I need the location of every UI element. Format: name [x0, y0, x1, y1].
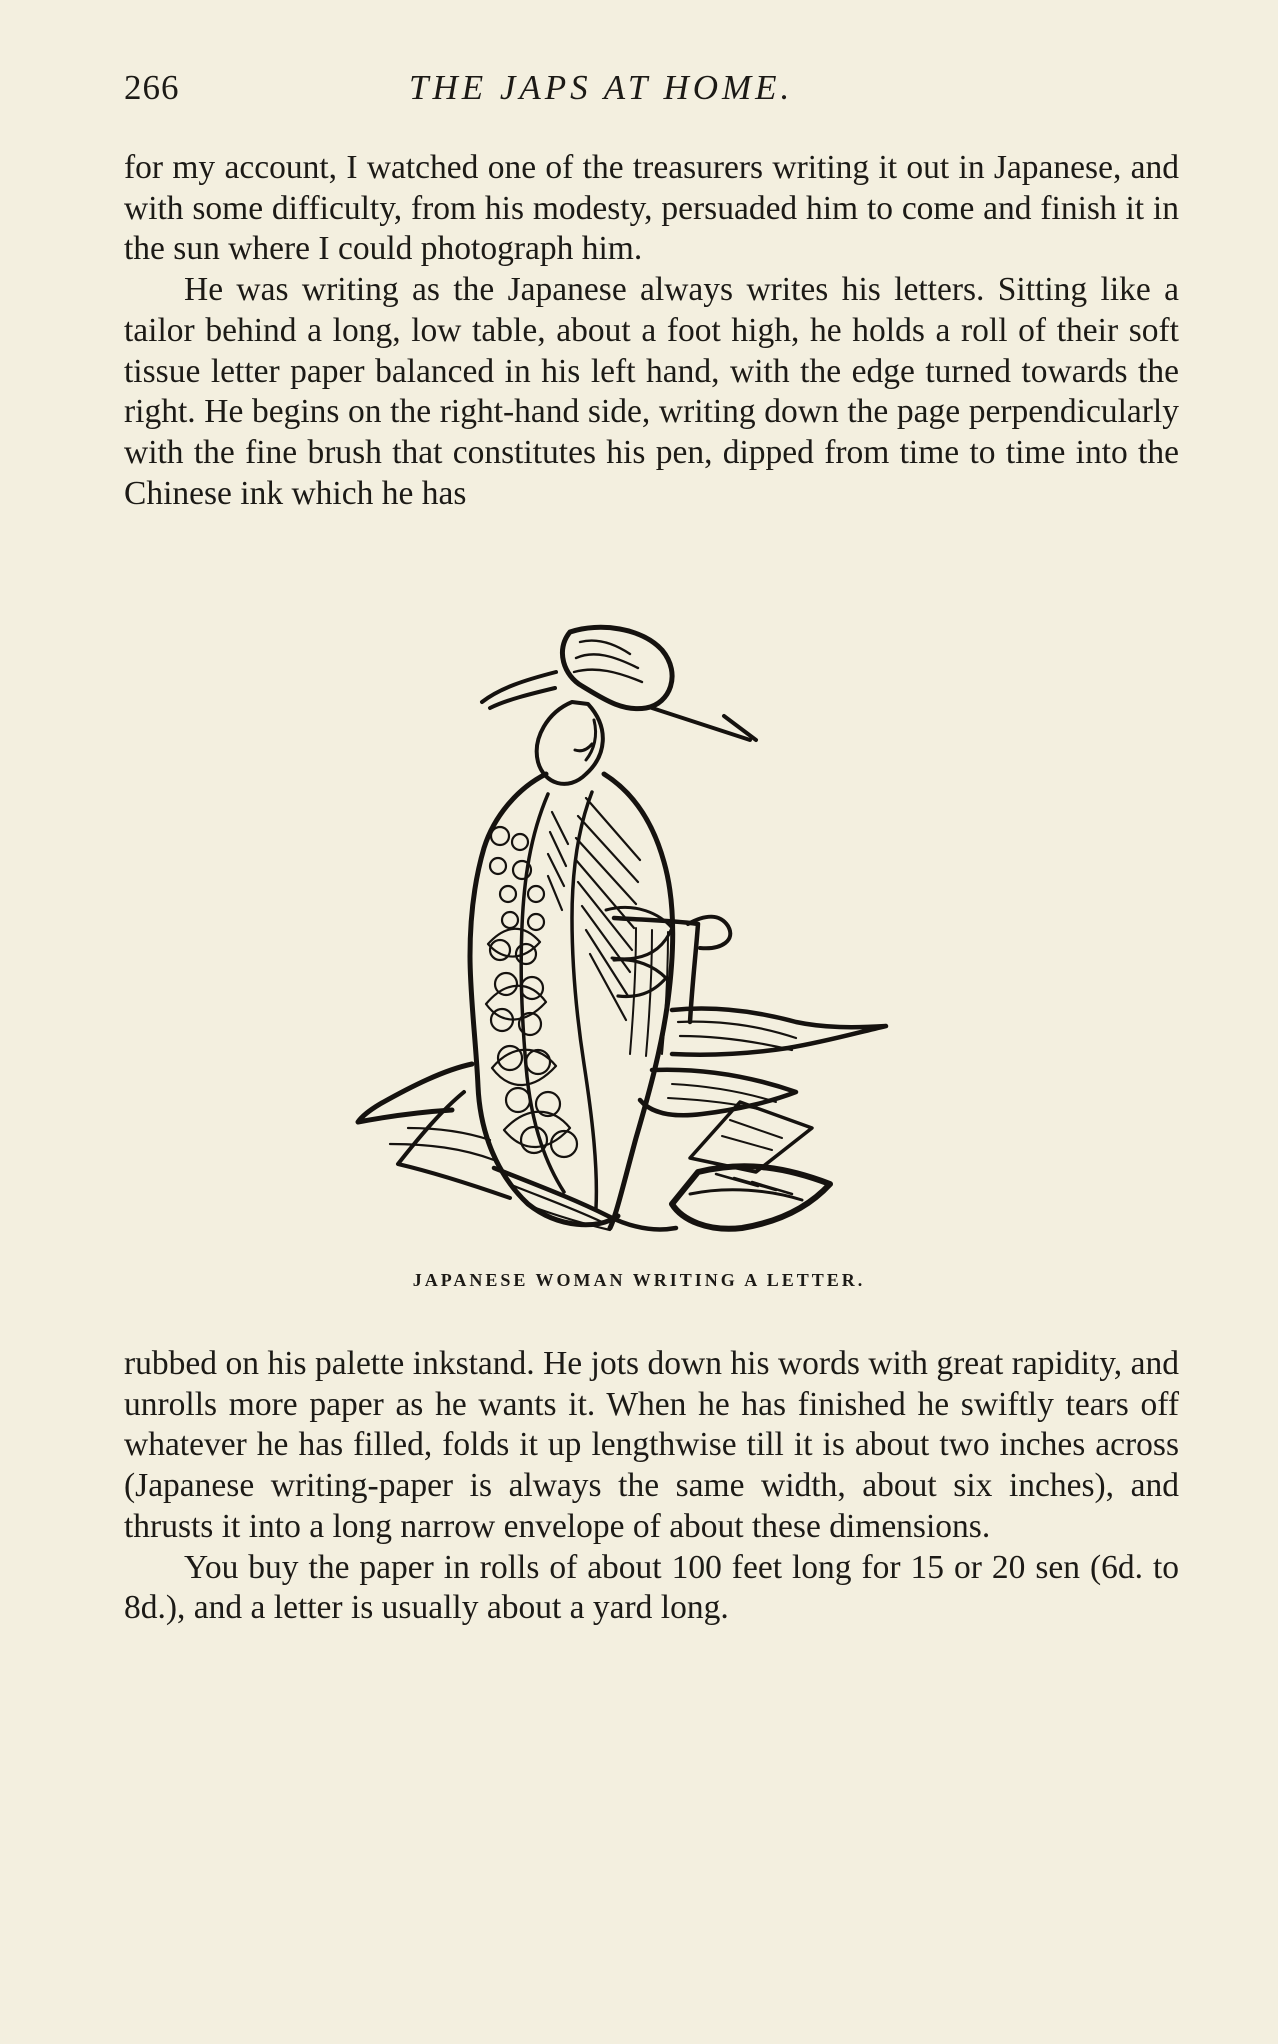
- page-number: 266: [124, 68, 180, 107]
- page-header: [124, 68, 1179, 118]
- bottom-paragraph-1: rubbed on his palette inkstand. He jots down his words with great rapidity, and unrolls more paper as he wants it. When he has finished he swiftly tears off whatever he has filled, folds it up lengthwise till it is about two inches across (Japanese writing-paper is always the same width, about six inches), and thrusts it into a long narrow envelope of about these dimensions.: [124, 1345, 1179, 1545]
- bottom-paragraph-2: You buy the paper in rolls of about 100 feet long for 15 or 20 sen (6d. to 8d.), and a letter is usually about a yard long.: [124, 1548, 1179, 1627]
- top-text-block: [124, 148, 1179, 514]
- running-title: THE JAPS AT HOME.: [409, 68, 794, 107]
- figure-caption: JAPANESE WOMAN WRITING A LETTER.: [412, 1270, 866, 1290]
- top-paragraph-2: He was writing as the Japanese always writes his letters. Sitting like a tailor behind a long, low table, about a foot high, he holds a roll of their soft tissue letter paper balanced in his left hand, with the edge turned towards the right. He begins on the right-hand side, writing down the page perpendicularly with the fine brush that constitutes his pen, dipped from time to time into the Chinese ink which he has: [124, 271, 1179, 512]
- illustration-japanese-woman-writing: [350, 624, 960, 1236]
- bottom-text-block: [124, 1344, 1179, 1629]
- top-paragraph-1: for my account, I watched one of the treasurers writing it out in Japanese, and with some difficulty, from his modesty, persuaded him to come and finish it in the sun where I could photograph him.: [124, 149, 1179, 268]
